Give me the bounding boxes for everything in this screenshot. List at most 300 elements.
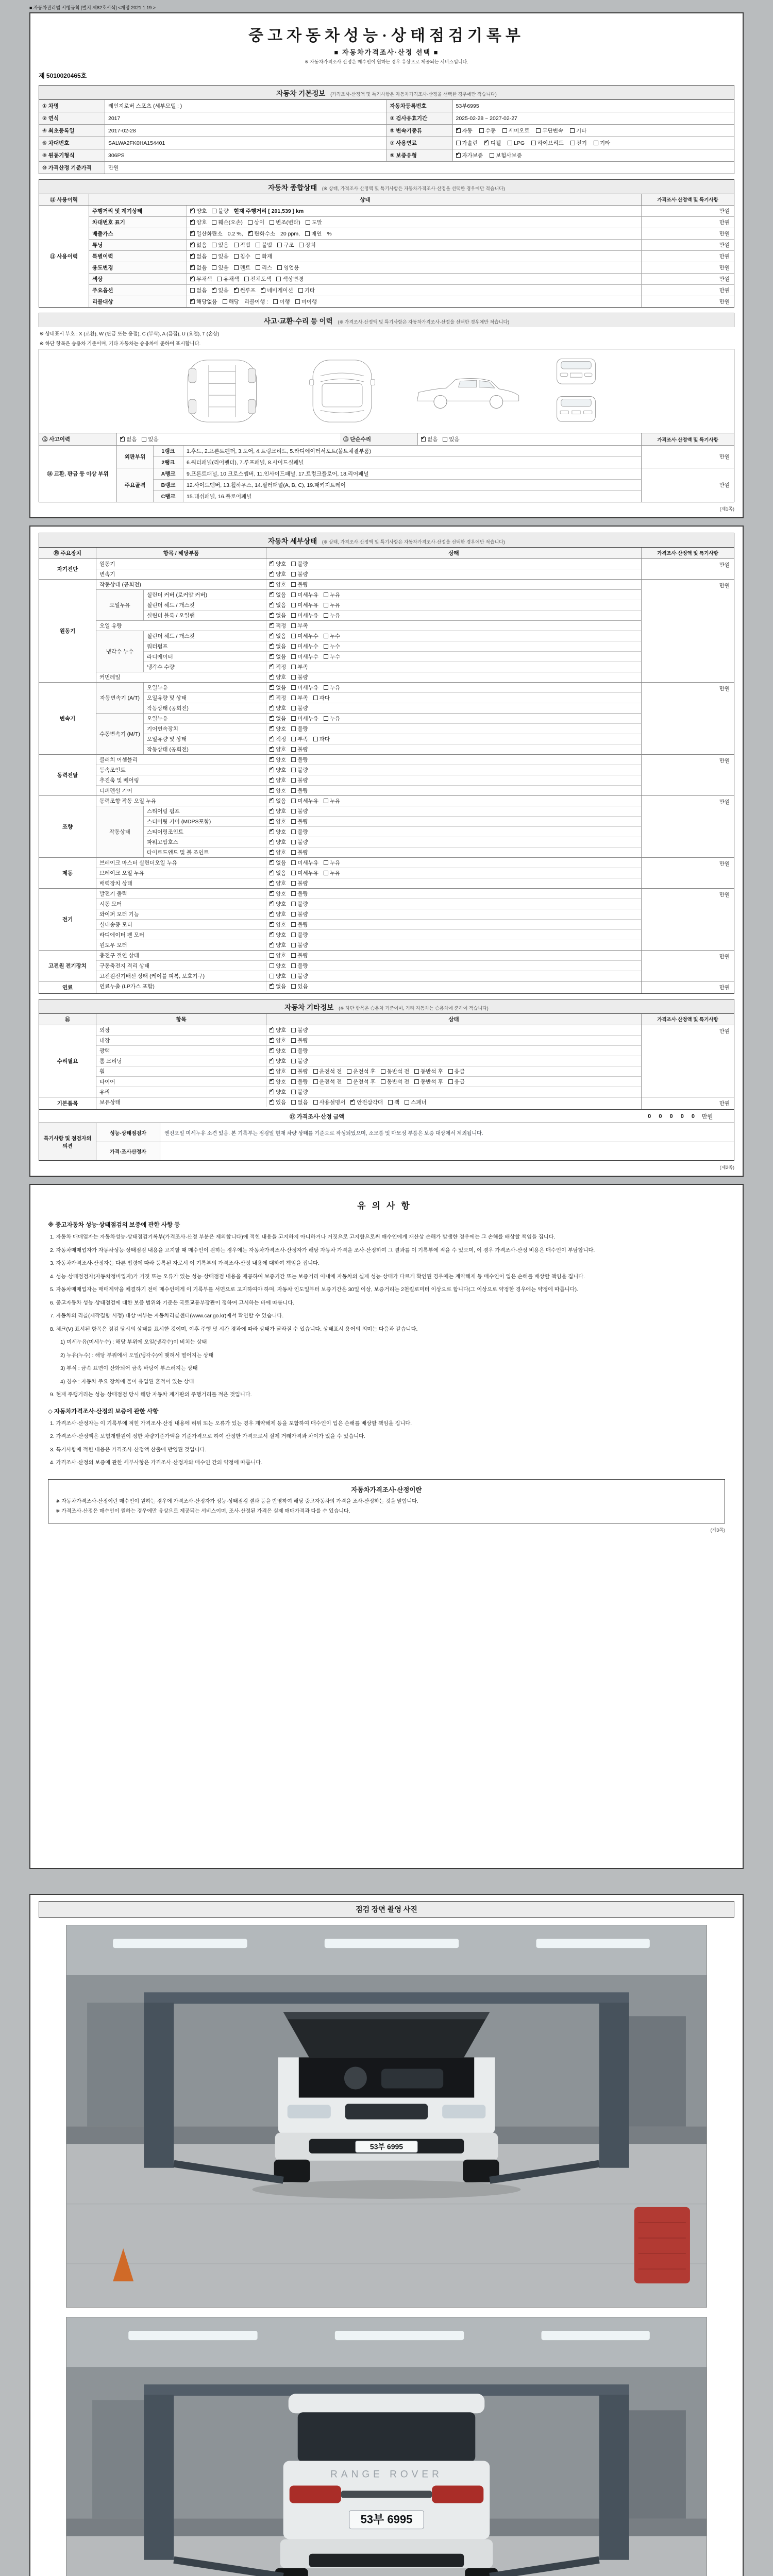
option[interactable]	[313, 1067, 342, 1075]
option[interactable]	[270, 972, 286, 980]
option[interactable]	[270, 1098, 286, 1106]
checkbox-icon[interactable]	[324, 644, 328, 649]
option[interactable]	[277, 241, 294, 249]
option[interactable]	[256, 252, 272, 260]
checkbox-icon[interactable]	[291, 613, 296, 618]
checkbox-icon[interactable]	[291, 840, 296, 844]
option[interactable]	[291, 570, 308, 578]
checkbox-icon[interactable]	[291, 582, 296, 587]
option[interactable]	[324, 591, 340, 599]
checkbox-icon[interactable]	[291, 706, 296, 710]
option[interactable]	[324, 684, 340, 691]
checkbox-icon[interactable]	[270, 1079, 274, 1084]
option[interactable]	[324, 869, 340, 877]
option[interactable]	[270, 570, 286, 578]
checkbox-icon[interactable]	[270, 1048, 274, 1053]
checkbox-icon[interactable]	[508, 141, 512, 145]
checkbox-icon[interactable]	[270, 1028, 274, 1032]
option[interactable]	[291, 725, 308, 733]
option[interactable]	[212, 252, 228, 260]
checkbox-icon[interactable]	[313, 737, 318, 741]
option[interactable]	[291, 910, 308, 918]
option[interactable]	[347, 1078, 376, 1086]
option[interactable]	[324, 601, 340, 609]
option[interactable]	[324, 715, 340, 722]
checkbox-icon[interactable]	[248, 231, 253, 236]
option[interactable]	[270, 849, 286, 856]
checkbox-icon[interactable]	[291, 974, 296, 978]
checkbox-icon[interactable]	[479, 128, 484, 133]
checkbox-icon[interactable]	[270, 912, 274, 917]
checkbox-icon[interactable]	[120, 437, 125, 442]
option[interactable]	[270, 962, 286, 970]
checkbox-icon[interactable]	[570, 141, 575, 145]
option[interactable]	[313, 694, 330, 702]
option[interactable]	[448, 1078, 465, 1086]
checkbox-icon[interactable]	[291, 850, 296, 855]
option[interactable]	[291, 612, 318, 619]
checkbox-icon[interactable]	[291, 737, 296, 741]
option[interactable]	[291, 1047, 308, 1055]
option[interactable]	[273, 298, 290, 306]
option[interactable]	[291, 684, 318, 691]
checkbox-icon[interactable]	[350, 1100, 355, 1105]
checkbox-icon[interactable]	[570, 128, 575, 133]
checkbox-icon[interactable]	[190, 209, 195, 213]
option[interactable]	[270, 653, 286, 660]
checkbox-icon[interactable]	[324, 685, 328, 690]
checkbox-icon[interactable]	[270, 685, 274, 690]
checkbox-icon[interactable]	[270, 829, 274, 834]
option[interactable]	[291, 952, 308, 959]
checkbox-icon[interactable]	[270, 634, 274, 638]
checkbox-icon[interactable]	[270, 737, 274, 741]
option[interactable]	[456, 127, 473, 134]
checkbox-icon[interactable]	[291, 726, 296, 731]
checkbox-icon[interactable]	[212, 220, 216, 225]
checkbox-icon[interactable]	[324, 871, 328, 875]
checkbox-icon[interactable]	[291, 1028, 296, 1032]
checkbox-icon[interactable]	[256, 243, 260, 247]
option[interactable]	[280, 231, 300, 237]
option[interactable]	[190, 275, 212, 283]
checkbox-icon[interactable]	[414, 1079, 419, 1084]
option[interactable]	[270, 591, 286, 599]
option[interactable]	[324, 859, 340, 867]
option[interactable]	[270, 601, 286, 609]
checkbox-icon[interactable]	[291, 623, 296, 628]
checkbox-icon[interactable]	[291, 953, 296, 958]
checkbox-icon[interactable]	[190, 277, 195, 281]
checkbox-icon[interactable]	[456, 128, 461, 133]
checkbox-icon[interactable]	[313, 696, 318, 700]
checkbox-icon[interactable]	[190, 265, 195, 270]
checkbox-icon[interactable]	[291, 933, 296, 937]
checkbox-icon[interactable]	[244, 277, 249, 281]
option[interactable]	[502, 127, 530, 134]
option[interactable]	[270, 952, 286, 959]
checkbox-icon[interactable]	[324, 860, 328, 865]
checkbox-icon[interactable]	[270, 582, 274, 587]
checkbox-icon[interactable]	[270, 943, 274, 947]
checkbox-icon[interactable]	[291, 1100, 296, 1105]
option[interactable]	[270, 1057, 286, 1065]
option[interactable]	[256, 241, 272, 249]
option[interactable]	[270, 725, 286, 733]
checkbox-icon[interactable]	[248, 220, 253, 225]
option[interactable]	[190, 230, 223, 238]
option[interactable]	[291, 622, 308, 630]
option[interactable]	[234, 252, 250, 260]
checkbox-icon[interactable]	[256, 265, 260, 270]
option[interactable]	[190, 218, 207, 226]
checkbox-icon[interactable]	[270, 644, 274, 649]
checkbox-icon[interactable]	[536, 128, 541, 133]
option[interactable]	[484, 139, 501, 147]
checkbox-icon[interactable]	[291, 1048, 296, 1053]
option[interactable]	[291, 797, 318, 805]
option[interactable]	[270, 787, 286, 794]
option[interactable]	[291, 591, 318, 599]
checkbox-icon[interactable]	[142, 437, 146, 442]
checkbox-icon[interactable]	[270, 902, 274, 906]
checkbox-icon[interactable]	[217, 277, 222, 281]
checkbox-icon[interactable]	[270, 871, 274, 875]
checkbox-icon[interactable]	[405, 1100, 409, 1105]
checkbox-icon[interactable]	[484, 141, 489, 145]
option[interactable]	[570, 139, 587, 147]
option[interactable]	[291, 900, 308, 908]
checkbox-icon[interactable]	[234, 288, 239, 293]
checkbox-icon[interactable]	[270, 613, 274, 618]
option[interactable]	[270, 694, 286, 702]
checkbox-icon[interactable]	[270, 747, 274, 752]
checkbox-icon[interactable]	[443, 437, 447, 442]
checkbox-icon[interactable]	[212, 254, 216, 259]
checkbox-icon[interactable]	[270, 922, 274, 927]
option[interactable]	[291, 828, 308, 836]
checkbox-icon[interactable]	[234, 243, 239, 247]
option[interactable]	[270, 941, 286, 949]
option[interactable]	[212, 286, 228, 294]
checkbox-icon[interactable]	[291, 768, 296, 772]
checkbox-icon[interactable]	[291, 665, 296, 669]
option[interactable]	[244, 298, 268, 306]
checkbox-icon[interactable]	[324, 654, 328, 659]
option[interactable]	[291, 838, 308, 846]
checkbox-icon[interactable]	[388, 1100, 393, 1105]
checkbox-icon[interactable]	[270, 840, 274, 844]
option[interactable]	[270, 766, 286, 774]
checkbox-icon[interactable]	[298, 288, 303, 293]
option[interactable]	[270, 663, 286, 671]
option[interactable]	[120, 435, 137, 443]
checkbox-icon[interactable]	[190, 288, 195, 293]
option[interactable]	[270, 1078, 286, 1086]
option[interactable]	[298, 286, 315, 294]
checkbox-icon[interactable]	[291, 891, 296, 896]
checkbox-icon[interactable]	[212, 265, 216, 270]
option[interactable]	[594, 139, 610, 147]
option[interactable]	[190, 241, 207, 249]
option[interactable]	[270, 704, 286, 712]
option[interactable]	[234, 286, 256, 294]
checkbox-icon[interactable]	[347, 1079, 351, 1084]
option[interactable]	[270, 797, 286, 805]
option[interactable]	[270, 900, 286, 908]
option[interactable]	[347, 1067, 376, 1075]
option[interactable]	[291, 869, 318, 877]
checkbox-icon[interactable]	[270, 726, 274, 731]
option[interactable]	[270, 612, 286, 619]
option[interactable]	[270, 869, 286, 877]
option[interactable]	[190, 286, 207, 294]
option[interactable]	[414, 1078, 443, 1086]
checkbox-icon[interactable]	[291, 747, 296, 752]
checkbox-icon[interactable]	[270, 675, 274, 680]
option[interactable]	[270, 735, 286, 743]
checkbox-icon[interactable]	[270, 788, 274, 793]
option[interactable]	[270, 776, 286, 784]
option[interactable]	[291, 859, 318, 867]
checkbox-icon[interactable]	[270, 654, 274, 659]
checkbox-icon[interactable]	[270, 757, 274, 762]
checkbox-icon[interactable]	[291, 757, 296, 762]
option[interactable]	[270, 818, 286, 825]
option[interactable]	[291, 941, 308, 949]
option[interactable]	[291, 581, 308, 588]
option[interactable]	[291, 735, 308, 743]
option[interactable]	[270, 982, 286, 990]
option[interactable]	[291, 931, 308, 939]
checkbox-icon[interactable]	[270, 974, 274, 978]
checkbox-icon[interactable]	[291, 634, 296, 638]
checkbox-icon[interactable]	[291, 778, 296, 783]
checkbox-icon[interactable]	[381, 1069, 385, 1074]
checkbox-icon[interactable]	[291, 922, 296, 927]
option[interactable]	[291, 982, 308, 990]
checkbox-icon[interactable]	[291, 799, 296, 803]
option[interactable]	[228, 231, 243, 237]
checkbox-icon[interactable]	[190, 243, 195, 247]
option[interactable]	[405, 1098, 426, 1106]
option[interactable]	[190, 298, 217, 306]
checkbox-icon[interactable]	[270, 768, 274, 772]
checkbox-icon[interactable]	[291, 716, 296, 721]
option[interactable]	[261, 286, 293, 294]
option[interactable]	[248, 218, 264, 226]
checkbox-icon[interactable]	[212, 243, 216, 247]
checkbox-icon[interactable]	[270, 603, 274, 607]
checkbox-icon[interactable]	[270, 592, 274, 597]
option[interactable]	[291, 879, 308, 887]
option[interactable]	[291, 642, 318, 650]
checkbox-icon[interactable]	[291, 829, 296, 834]
option[interactable]	[270, 1026, 286, 1034]
option[interactable]	[295, 298, 317, 306]
option[interactable]	[313, 1098, 346, 1106]
option[interactable]	[270, 218, 300, 226]
option[interactable]	[270, 745, 286, 753]
checkbox-icon[interactable]	[270, 1038, 274, 1043]
checkbox-icon[interactable]	[291, 860, 296, 865]
checkbox-icon[interactable]	[306, 220, 310, 225]
checkbox-icon[interactable]	[291, 788, 296, 793]
checkbox-icon[interactable]	[291, 943, 296, 947]
checkbox-icon[interactable]	[270, 850, 274, 855]
option[interactable]	[270, 1047, 286, 1055]
checkbox-icon[interactable]	[291, 912, 296, 917]
checkbox-icon[interactable]	[270, 665, 274, 669]
option[interactable]	[291, 776, 308, 784]
option[interactable]	[270, 921, 286, 928]
option[interactable]	[270, 807, 286, 815]
checkbox-icon[interactable]	[291, 984, 296, 989]
checkbox-icon[interactable]	[313, 1100, 318, 1105]
option[interactable]	[291, 890, 308, 897]
option[interactable]	[291, 972, 308, 980]
option[interactable]	[324, 797, 340, 805]
option[interactable]	[291, 704, 308, 712]
option[interactable]	[414, 1067, 443, 1075]
checkbox-icon[interactable]	[324, 799, 328, 803]
checkbox-icon[interactable]	[256, 254, 260, 259]
option[interactable]	[448, 1067, 465, 1075]
checkbox-icon[interactable]	[270, 881, 274, 886]
checkbox-icon[interactable]	[291, 819, 296, 824]
checkbox-icon[interactable]	[270, 562, 274, 566]
option[interactable]	[276, 275, 304, 283]
checkbox-icon[interactable]	[421, 437, 426, 442]
checkbox-icon[interactable]	[313, 1069, 318, 1074]
option[interactable]	[324, 632, 340, 640]
option[interactable]	[234, 207, 304, 215]
option[interactable]	[313, 735, 330, 743]
checkbox-icon[interactable]	[291, 902, 296, 906]
option[interactable]	[381, 1078, 410, 1086]
checkbox-icon[interactable]	[190, 254, 195, 259]
checkbox-icon[interactable]	[381, 1079, 385, 1084]
option[interactable]	[421, 435, 438, 443]
checkbox-icon[interactable]	[223, 299, 227, 304]
checkbox-icon[interactable]	[291, 685, 296, 690]
option[interactable]	[291, 632, 318, 640]
option[interactable]	[270, 910, 286, 918]
option[interactable]	[291, 653, 318, 660]
checkbox-icon[interactable]	[277, 265, 282, 270]
option[interactable]	[381, 1067, 410, 1075]
option[interactable]	[291, 962, 308, 970]
checkbox-icon[interactable]	[273, 299, 278, 304]
option[interactable]	[291, 1026, 308, 1034]
checkbox-icon[interactable]	[270, 778, 274, 783]
option[interactable]	[270, 632, 286, 640]
option[interactable]	[291, 745, 308, 753]
checkbox-icon[interactable]	[270, 1069, 274, 1074]
checkbox-icon[interactable]	[276, 277, 281, 281]
checkbox-icon[interactable]	[531, 141, 536, 145]
checkbox-icon[interactable]	[324, 613, 328, 618]
checkbox-icon[interactable]	[295, 299, 300, 304]
option[interactable]	[291, 818, 308, 825]
checkbox-icon[interactable]	[234, 254, 239, 259]
option[interactable]	[324, 612, 340, 619]
option[interactable]	[142, 435, 158, 443]
checkbox-icon[interactable]	[456, 141, 461, 145]
option[interactable]	[291, 663, 308, 671]
option[interactable]	[291, 756, 308, 764]
option[interactable]	[270, 828, 286, 836]
checkbox-icon[interactable]	[261, 288, 265, 293]
option[interactable]	[190, 207, 207, 215]
option[interactable]	[291, 1088, 308, 1096]
option[interactable]	[270, 879, 286, 887]
checkbox-icon[interactable]	[270, 819, 274, 824]
checkbox-icon[interactable]	[270, 1059, 274, 1063]
checkbox-icon[interactable]	[270, 572, 274, 577]
option[interactable]	[291, 849, 308, 856]
option[interactable]	[479, 127, 496, 134]
checkbox-icon[interactable]	[291, 871, 296, 875]
option[interactable]	[313, 1078, 342, 1086]
checkbox-icon[interactable]	[270, 933, 274, 937]
option[interactable]	[270, 890, 286, 897]
option[interactable]	[270, 859, 286, 867]
option[interactable]	[291, 601, 318, 609]
checkbox-icon[interactable]	[291, 1059, 296, 1063]
checkbox-icon[interactable]	[490, 153, 494, 158]
option[interactable]	[270, 560, 286, 568]
checkbox-icon[interactable]	[190, 231, 195, 236]
checkbox-icon[interactable]	[270, 953, 274, 958]
option[interactable]	[508, 140, 525, 146]
option[interactable]	[291, 715, 318, 722]
option[interactable]	[217, 275, 239, 283]
checkbox-icon[interactable]	[291, 963, 296, 968]
option[interactable]	[299, 241, 315, 249]
checkbox-icon[interactable]	[270, 984, 274, 989]
checkbox-icon[interactable]	[291, 572, 296, 577]
option[interactable]	[277, 264, 299, 272]
option[interactable]	[270, 673, 286, 681]
option[interactable]	[305, 230, 322, 238]
checkbox-icon[interactable]	[291, 809, 296, 814]
checkbox-icon[interactable]	[270, 706, 274, 710]
option[interactable]	[350, 1098, 383, 1106]
checkbox-icon[interactable]	[270, 696, 274, 700]
option[interactable]	[291, 694, 308, 702]
option[interactable]	[324, 642, 340, 650]
option[interactable]	[270, 581, 286, 588]
option[interactable]	[291, 1098, 308, 1106]
option[interactable]	[291, 1067, 308, 1075]
option[interactable]	[306, 218, 322, 226]
option[interactable]	[248, 230, 276, 238]
checkbox-icon[interactable]	[270, 799, 274, 803]
option[interactable]	[327, 231, 331, 237]
checkbox-icon[interactable]	[324, 592, 328, 597]
option[interactable]	[270, 622, 286, 630]
checkbox-icon[interactable]	[347, 1069, 351, 1074]
option[interactable]	[536, 127, 563, 134]
checkbox-icon[interactable]	[291, 603, 296, 607]
option[interactable]	[456, 151, 483, 159]
option[interactable]	[291, 1037, 308, 1044]
option[interactable]	[270, 931, 286, 939]
option[interactable]	[270, 1037, 286, 1044]
option[interactable]	[570, 127, 586, 134]
checkbox-icon[interactable]	[324, 716, 328, 721]
